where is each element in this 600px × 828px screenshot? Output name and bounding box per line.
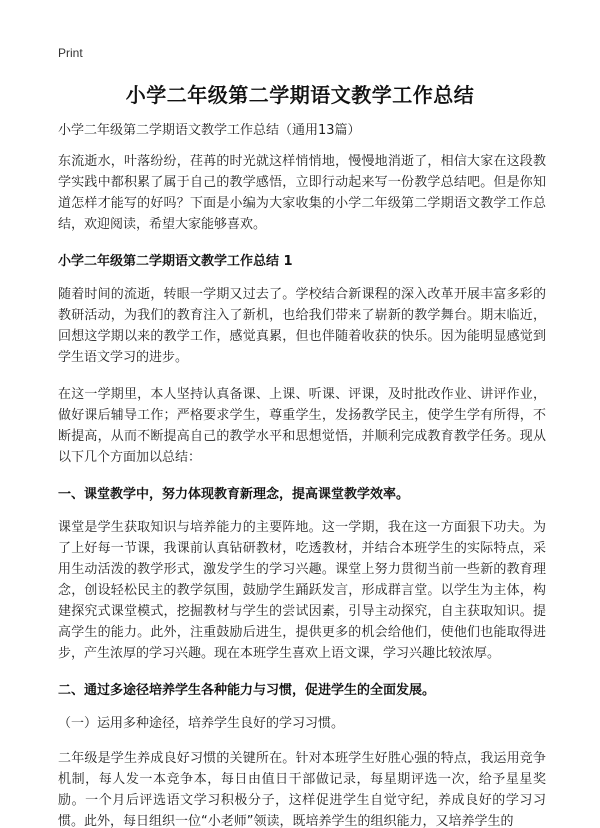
subheading-1: （一）运用多种途径，培养学生良好的学习习惯。 <box>58 716 345 731</box>
print-label[interactable]: Print <box>58 46 83 60</box>
article-subtitle: 小学二年级第二学期语文教学工作总结（通用13篇） <box>58 123 361 138</box>
heading-2: 二、通过多途径培养学生各种能力与习惯，促进学生的全面发展。 <box>58 683 436 698</box>
heading-1: 一、课堂教学中，努力体现教育新理念，提高课堂教学效率。 <box>58 487 410 502</box>
paragraph-4: 二年级是学生养成良好习惯的关键所在。针对本班学生好胜心强的特点，我运用竞争机制，每人发一本竞争本，每日由值日干部做记录，每星期评选一次，给予星星奖励。一个月后评选语文学习积极分子，这样促进学生自觉守纪，养成良好的学习习惯。此外，每日组织一位“小老师”领读，既培养学生的组织能力，又培养学生的 <box>58 751 546 828</box>
paragraph-2: 在这一学期里，本人坚持认真备课、上课、听课、评课，及时批改作业、讲评作业，做好课后辅导工作；严格要求学生，尊重学生，发扬教学民主，使学生学有所得，不断提高，从而不断提高自己的教学水平和思想觉悟，并顺利完成教育教学任务。现从以下几个方面加以总结： <box>58 387 546 465</box>
paragraph-3: 课堂是学生获取知识与培养能力的主要阵地。这一学期，我在这一方面狠下功夫。为了上好每一节课，我课前认真钻研教材，吃透教材，并结合本班学生的实际特点，采用生动活泼的教学形式，激发学生的学习兴趣。课堂上努力贯彻当前一些新的教育理念，创设轻松民主的教学氛围，鼓励学生踊跃发言，形成群言堂。以学生为主体，构建探究式课堂模式，挖掘教材与学生的尝试因素，引导主动探究，自主获取知识。提高学生的能力。此外，注重鼓励后进生，提供更多的机会给他们，使他们也能取得进步，产生浓厚的学习兴趣。现在本班学生喜欢上语文课，学习兴趣比较浓厚。 <box>58 520 546 661</box>
intro-paragraph: 东流逝水，叶落纷纷，荏苒的时光就这样悄悄地，慢慢地消逝了，相信大家在这段教学实践中都积累了属于自己的教学感悟，立即行动起来写一份教学总结吧。但是你知道怎样才能写的好吗？下面是小编为大家收集的小学二年级第二学期语文教学工作总结，欢迎阅读，希望大家能够喜欢。 <box>58 154 546 232</box>
paragraph-1: 随着时间的流逝，转眼一学期又过去了。学校结合新课程的深入改革开展丰富多彩的教研活动，为我们的教育注入了新机，也给我们带来了崭新的教学舞台。期末临近，回想这学期以来的教学工作，感觉真累，但也伴随着收获的快乐。因为能明显感觉到学生语文学习的进步。 <box>58 287 546 365</box>
article-body <box>58 120 546 828</box>
section-heading: 小学二年级第二学期语文教学工作总结 1 <box>58 254 293 269</box>
page-title: 小学二年级第二学期语文教学工作总结 <box>125 83 475 107</box>
